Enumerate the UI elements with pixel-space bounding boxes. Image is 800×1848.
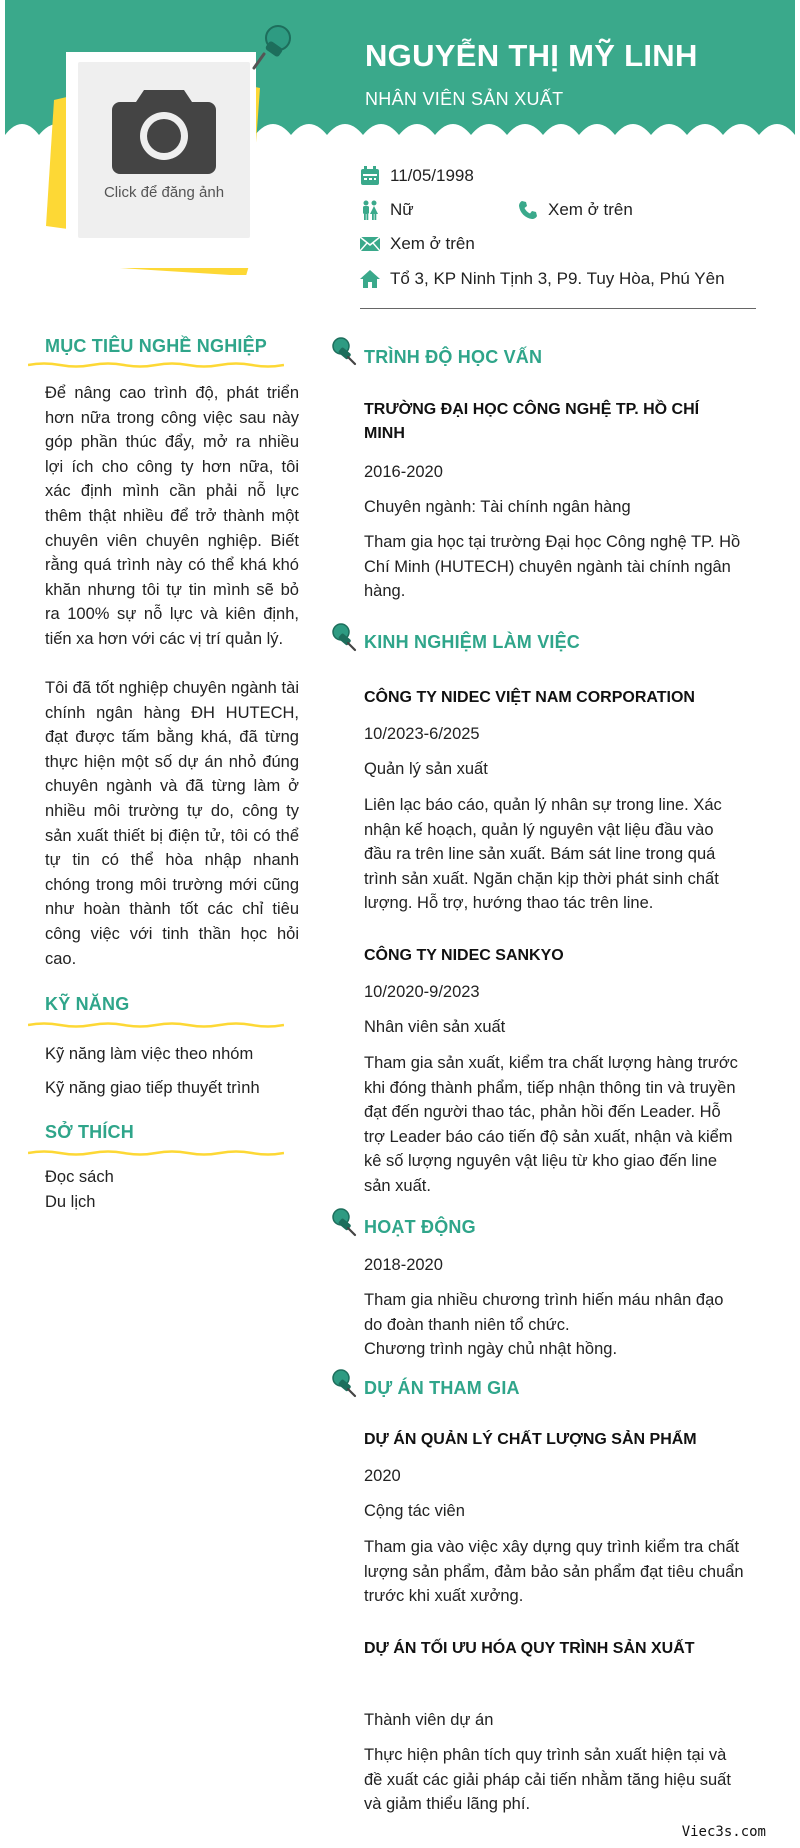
- watermark: Viec3s.com: [681, 1824, 766, 1840]
- pushpin-icon: [330, 622, 358, 652]
- projects-heading: DỰ ÁN THAM GIA: [364, 1378, 520, 1398]
- pushpin-icon: [250, 24, 294, 74]
- company-name: CÔNG TY NIDEC SANKYO: [364, 947, 564, 964]
- job-role: Nhân viên sản xuất: [364, 1018, 506, 1036]
- email-row: [360, 232, 475, 256]
- photo-caption: Click để đăng ảnh: [103, 184, 225, 201]
- pushpin-icon: [330, 336, 358, 366]
- email-value: Xem ở trên: [390, 234, 475, 253]
- calendar-icon: [360, 166, 380, 186]
- school-name: TRƯỜNG ĐẠI HỌC CÔNG NGHỆ TP. HỒ CHÍ MINH: [364, 401, 700, 442]
- activity-line: Tham gia nhiều chương trình hiến máu nhân đạo do đoàn thanh niên tổ chức.: [364, 1291, 724, 1334]
- contact-divider: [360, 308, 756, 309]
- gender-row: [360, 198, 414, 222]
- project-name: DỰ ÁN QUẢN LÝ CHẤT LƯỢNG SẢN PHẨM: [364, 1431, 697, 1448]
- photo-upload[interactable]: [78, 62, 250, 238]
- phone-icon: [518, 200, 538, 220]
- job-period: 10/2023-6/2025: [364, 725, 480, 743]
- skill-item: Kỹ năng làm việc theo nhóm: [45, 1045, 254, 1063]
- objective-underline: [28, 360, 284, 370]
- objective-paragraph-2: Tôi đã tốt nghiệp chuyên ngành tài chính ngân hàng ĐH HUTECH, đạt được tấm bằng khá, đã từng thực hiện một số dự án nhỏ đúng chuyên ngành và đã từng làm ở nhiều môi trường tự do, công ty sản xuất thiết bị điện tử, tôi có thể tự tin có thể hòa nhập nhanh chóng trong môi trường mới cũng như hoàn thành tốt các chỉ tiêu công việc với tinh thần học hỏi cao.: [45, 679, 299, 968]
- company-name: CÔNG TY NIDEC VIỆT NAM CORPORATION: [364, 689, 695, 706]
- job-description: Tham gia sản xuất, kiểm tra chất lượng hàng trước khi đóng thành phẩm, tiếp nhận thông tin và truyền đạt đến người thao tác, phản hồi đến Leader. Hỗ trợ Leader báo cáo tiến độ sản xuất, nhận và kiểm kê số lượng nguyên vật liệu từ kho giao đến line sản xuất.: [364, 1054, 738, 1195]
- project-role: Cộng tác viên: [364, 1502, 465, 1520]
- hobby-item: Du lịch: [45, 1193, 96, 1211]
- address-value: Tổ 3, KP Ninh Tịnh 3, P9. Tuy Hòa, Phú Yên: [390, 269, 725, 288]
- hobbies-underline: [28, 1148, 284, 1158]
- job-period: 10/2020-9/2023: [364, 983, 480, 1001]
- home-icon: [360, 269, 380, 289]
- project-description: Tham gia vào việc xây dựng quy trình kiểm tra chất lượng sản phẩm, đảm bảo sản phẩm đạt tiêu chuẩn trước khi xuất xưởng.: [364, 1538, 744, 1606]
- phone-row: [518, 198, 633, 222]
- camera-icon: [112, 84, 216, 174]
- objective-paragraph-1: Để nâng cao trình độ, phát triển hơn nữa trong công việc sau này góp phần thúc đẩy, mở ra nhiều lợi ích cho công ty hơn nữa, tôi xác định mình cần phải nỗ lực thêm thật nhiều để trở thành một chuyên viên chuyên nghiệp. Biết rằng quá trình này có thể khá khó khăn nhưng tôi tự tin mình sẽ bỏ ra 100% sự nỗ lực và kiên định, tiến xa hơn với các vị trí quản lý.: [45, 384, 299, 648]
- activities-period: 2018-2020: [364, 1256, 443, 1274]
- job-title: NHÂN VIÊN SẢN XUẤT: [365, 89, 564, 109]
- skills-heading: KỸ NĂNG: [45, 994, 130, 1014]
- activities-heading: HOẠT ĐỘNG: [364, 1217, 476, 1237]
- project-period: 2020: [364, 1467, 401, 1485]
- education-period: 2016-2020: [364, 463, 443, 481]
- objective-heading: MỤC TIÊU NGHỀ NGHIỆP: [45, 336, 268, 356]
- gender-icon: [360, 200, 380, 220]
- skill-item: Kỹ năng giao tiếp thuyết trình: [45, 1079, 260, 1097]
- project-description: Thực hiện phân tích quy trình sản xuất hiện tại và đề xuất các giải pháp cải tiến nhằm tăng hiệu suất và giảm thiểu lãng phí.: [364, 1746, 731, 1814]
- job-description: Liên lạc báo cáo, quản lý nhân sự trong line. Xác nhận kế hoạch, quản lý nguyên vật liệu đầu vào đầu ra trên line sản xuất. Bám sát line trong quá trình sản xuất. Ngăn chặn kịp thời phát sinh chất lượng. Hỗ trợ, hướng thao tác trên line.: [364, 796, 722, 913]
- email-icon: [360, 234, 380, 254]
- skills-underline: [28, 1020, 284, 1030]
- job-role: Quản lý sản xuất: [364, 760, 488, 778]
- experience-heading: KINH NGHIỆM LÀM VIỆC: [364, 632, 581, 652]
- education-description: Tham gia học tại trường Đại học Công nghệ TP. Hồ Chí Minh (HUTECH) chuyên ngành tài chính ngân hàng.: [364, 533, 741, 601]
- project-role: Thành viên dự án: [364, 1711, 494, 1729]
- address-row: [360, 267, 725, 291]
- education-major: Chuyên ngành: Tài chính ngân hàng: [364, 498, 631, 516]
- phone-value: Xem ở trên: [548, 200, 633, 219]
- pushpin-icon: [330, 1368, 358, 1398]
- activity-line: Chương trình ngày chủ nhật hồng.: [364, 1340, 618, 1358]
- hobby-item: Đọc sách: [45, 1168, 114, 1186]
- education-heading: TRÌNH ĐỘ HỌC VẤN: [364, 347, 543, 367]
- birthday-value: 11/05/1998: [390, 166, 474, 185]
- birthday-row: [360, 164, 474, 188]
- hobbies-heading: SỞ THÍCH: [45, 1122, 134, 1142]
- candidate-name: NGUYỄN THỊ MỸ LINH: [365, 38, 698, 73]
- project-name: DỰ ÁN TỐI ƯU HÓA QUY TRÌNH SẢN XUẤT: [364, 1640, 695, 1657]
- gender-value: Nữ: [390, 200, 414, 219]
- pushpin-icon: [330, 1207, 358, 1237]
